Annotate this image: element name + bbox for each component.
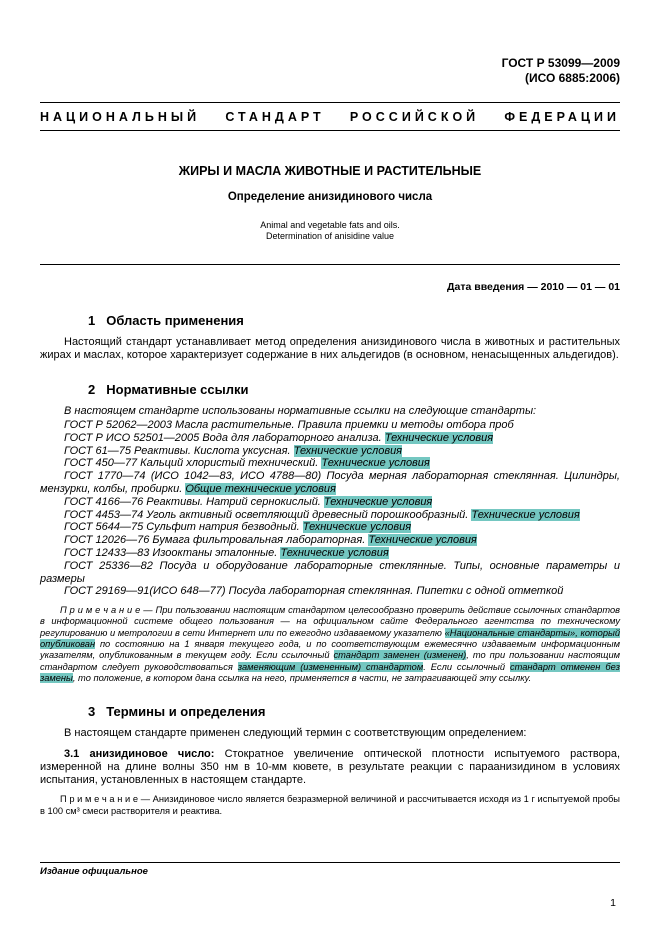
reference-item: ГОСТ 4166—76 Реактивы. Натрий сернокислый. Технические условия	[64, 495, 433, 508]
document-title-ru: ЖИРЫ И МАСЛА ЖИВОТНЫЕ И РАСТИТЕЛЬНЫЕ	[178, 164, 482, 178]
search-highlight: «Национальные стандарты», который опубликован	[40, 627, 621, 650]
references-note: П р и м е ч а н и е — При пользовании настоящим стандартом целесообразно проверить действие ссылочных стандартов в информационной системе общего пользования — на официальном сайте Федерального агентства по техническому регулированию и метрологии в сети Интернет или по ежегодно издаваемому указателю «Национальные стандарты», который опубликован по состоянию на 1 января текущего года, и по соответствующим ежемесячно издаваемым информационным указателям, опубликованным в текущем году. Если ссылочный стандарт заменен (изменен), то при пользовании настоящим стандартом следует руководствоваться заменяющим (измененным) стандартом. Если ссылочный стандарт отменен без замены, то положение, в котором дана ссылка на него, применяется в части, не затрагивающей эту ссылку.	[40, 605, 621, 683]
reference-item: ГОСТ 4453—74 Уголь активный осветляющий древесный порошкообразный. Технические условия	[64, 508, 580, 521]
section-3-heading	[88, 704, 620, 719]
title-en-line1: Animal and vegetable fats and oils.	[260, 220, 400, 230]
reference-item: ГОСТ 450—77 Кальций хлористый технический. Технические условия	[64, 457, 430, 470]
section-2-heading	[88, 382, 620, 397]
reference-item: ГОСТ Р 52062—2003 Масла растительные. Правила приемки и методы отбора проб	[64, 419, 514, 431]
section-1-title: Область применения	[106, 313, 244, 328]
page-number: 1	[610, 897, 616, 909]
scope-paragraph: Настоящий стандарт устанавливает метод определения анизидинового числа в животных и растительных жирах и маслах, которое характеризует содержание в них альдегидов (в основном, ненасыщенных альдегидов).	[40, 336, 620, 361]
search-highlight: Технические условия	[293, 444, 403, 457]
search-highlight: Технические условия	[321, 457, 430, 470]
footer	[40, 862, 620, 877]
title-en-line2: Determination of anisidine value	[265, 231, 395, 241]
references-intro: В настоящем стандарте использованы нормативные ссылки на следующие стандарты:	[64, 405, 537, 417]
search-highlight: Технические условия	[384, 431, 494, 444]
section-1-number: 1	[88, 313, 96, 328]
reference-item: ГОСТ 5644—75 Сульфит натрия безводный. Технические условия	[64, 521, 412, 534]
reference-item: ГОСТ 25336—82 Посуда и оборудование лабораторные стеклянные. Типы, основные параметры и размеры	[40, 559, 620, 585]
term-name: 3.1 анизидиновое число:	[64, 748, 215, 761]
search-highlight: Технические условия	[280, 546, 389, 559]
search-highlight: Технические условия	[302, 521, 412, 534]
term-text: Стократное увеличение оптической плотности испытуемого раствора, измеренной на длине волны 350 нм в 10-мм кювете, в результате реакции с параанизидином в условиях испытания, установленных в настоящем стандарте.	[40, 748, 620, 787]
title-en-block	[40, 220, 620, 242]
reference-item: ГОСТ 61—75 Реактивы. Кислота уксусная. Технические условия	[64, 444, 403, 457]
term-definition	[40, 748, 620, 787]
title-block	[40, 164, 620, 203]
federation-banner	[40, 102, 620, 131]
search-highlight: стандарт отменен без замены	[40, 661, 620, 683]
section-3-title: Термины и определения	[106, 704, 266, 720]
section-1-heading	[88, 313, 620, 328]
effective-date: Дата введения — 2010 — 01 — 01	[447, 281, 620, 293]
federation-title: НАЦИОНАЛЬНЫЙ СТАНДАРТ РОССИЙСКОЙ ФЕДЕРАЦИИ	[40, 110, 620, 124]
search-highlight: Технические условия	[323, 495, 433, 508]
reference-item: ГОСТ 12026—76 Бумага фильтровальная лабораторная. Технические условия	[64, 534, 477, 547]
reference-item: ГОСТ Р ИСО 52501—2005 Вода для лабораторного анализа. Технические условия	[64, 431, 494, 444]
references-list	[40, 419, 620, 598]
terms-note: П р и м е ч а н и е — Анизидиновое число является безразмерной величиной и рассчитывается исходя из 1 г испытуемой пробы в 100 см³ смеси растворителя и реактива.	[40, 794, 620, 816]
section-3-number: 3	[88, 704, 96, 720]
section-2-title: Нормативные ссылки	[106, 382, 249, 397]
separator-rule	[40, 264, 620, 265]
search-highlight: стандарт заменен (изменен)	[333, 650, 467, 661]
reference-item: ГОСТ 1770—74 (ИСО 1042—83, ИСО 4788—80) Посуда мерная лабораторная стеклянная. Цилиндры, мензурки, колбы, пробирки. Общие технические условия	[40, 470, 620, 495]
search-highlight: Технические условия	[368, 534, 477, 547]
edition-label: Издание официальное	[40, 866, 148, 877]
doc-number-iso: (ИСО 6885:2006)	[524, 71, 620, 85]
document-subtitle-ru: Определение анизидинового числа	[227, 191, 433, 203]
search-highlight: Технические условия	[471, 508, 580, 521]
reference-item: ГОСТ 29169—91(ИСО 648—77) Посуда лабораторная стеклянная. Пипетки с одной отметкой	[64, 585, 564, 598]
doc-number-block	[40, 56, 620, 86]
search-highlight: Общие технические условия	[185, 482, 336, 495]
doc-number: ГОСТ Р 53099—2009	[501, 56, 620, 70]
section-2-number: 2	[88, 382, 96, 397]
search-highlight: заменяющим (измененным) стандартом	[237, 661, 424, 672]
terms-intro: В настоящем стандарте применен следующий термин с соответствующим определением:	[64, 727, 527, 740]
reference-item: ГОСТ 12433—83 Изооктаны эталонные. Технические условия	[64, 546, 389, 559]
